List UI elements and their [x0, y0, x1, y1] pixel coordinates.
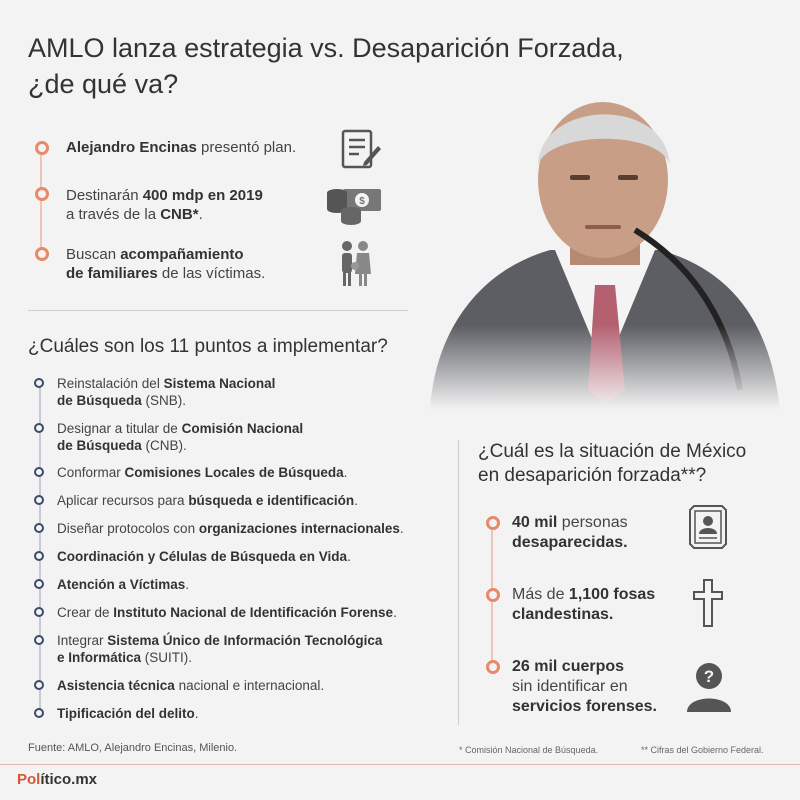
family-icon: [338, 240, 372, 288]
timeline-dot: [486, 660, 500, 674]
stat-item: Más de 1,100 fosas clandestinas.: [512, 586, 656, 623]
footer-divider: [0, 764, 800, 765]
point-dot: [34, 551, 44, 561]
footnote-federal: ** Cifras del Gobierno Federal.: [641, 745, 764, 755]
svg-text:$: $: [359, 196, 365, 207]
source-note: Fuente: AMLO, Alejandro Encinas, Milenio.: [28, 742, 238, 754]
point-item: Diseñar protocolos con organizaciones internacionales.: [57, 521, 404, 536]
point-item: Tipificación del delito.: [57, 706, 199, 721]
point-item: Atención a Víctimas.: [57, 577, 190, 592]
column-divider: [458, 440, 459, 725]
cross-icon: [692, 578, 724, 628]
summary-timeline: [40, 150, 42, 255]
summary-item: Alejandro Encinas presentó plan.: [66, 139, 297, 156]
point-item: Crear de Instituto Nacional de Identificación Forense.: [57, 605, 397, 620]
point-item: Coordinación y Células de Búsqueda en Vida.: [57, 549, 351, 564]
situation-heading: ¿Cuál es la situación de México en desaparición forzada**?: [478, 441, 747, 486]
stat-item: 40 mil personas desaparecidas.: [512, 514, 628, 551]
timeline-dot: [486, 516, 500, 530]
portrait-photo: [420, 70, 785, 410]
page-title: AMLO lanza estrategia vs. Desaparición Forzada, ¿de qué va?: [28, 33, 624, 99]
id-card-icon: [686, 504, 730, 550]
point-dot: [34, 680, 44, 690]
document-pen-icon: [340, 128, 382, 170]
stat-item: 26 mil cuerpos sin identificar en servicios forenses.: [512, 658, 657, 715]
points-heading: ¿Cuáles son los 11 puntos a implementar?: [28, 336, 388, 357]
timeline-dot: [35, 247, 49, 261]
summary-item: Destinarán 400 mdp en 2019 a través de la CNB*.: [66, 187, 263, 223]
point-dot: [34, 635, 44, 645]
point-item: Designar a titular de Comisión Nacional de Búsqueda (CNB).: [57, 421, 304, 453]
timeline-dot: [35, 187, 49, 201]
point-dot: [34, 467, 44, 477]
point-dot: [34, 378, 44, 388]
point-dot: [34, 607, 44, 617]
divider: [28, 310, 408, 311]
point-dot: [34, 579, 44, 589]
point-dot: [34, 423, 44, 433]
point-item: Reinstalación del Sistema Nacional de Búsqueda (SNB).: [57, 376, 276, 408]
brand-logo: Político.mx: [17, 771, 98, 788]
timeline-dot: [486, 588, 500, 602]
point-item: Conformar Comisiones Locales de Búsqueda.: [57, 465, 348, 480]
footnote-cnb: * Comisión Nacional de Búsqueda.: [459, 745, 599, 755]
point-item: Integrar Sistema Único de Información Tecnológica e Informática (SUITI).: [57, 633, 383, 665]
point-item: Aplicar recursos para búsqueda e identificación.: [57, 493, 358, 508]
unknown-person-icon: [684, 660, 734, 712]
points-timeline: [39, 386, 41, 714]
point-dot: [34, 495, 44, 505]
svg-text:?: ?: [703, 667, 715, 686]
summary-item: Buscan acompañamiento de familiares de las víctimas.: [66, 246, 266, 282]
point-item: Asistencia técnica nacional e internacional.: [57, 678, 325, 693]
money-coins-icon: [325, 183, 383, 225]
timeline-dot: [35, 141, 49, 155]
point-dot: [34, 523, 44, 533]
point-dot: [34, 708, 44, 718]
